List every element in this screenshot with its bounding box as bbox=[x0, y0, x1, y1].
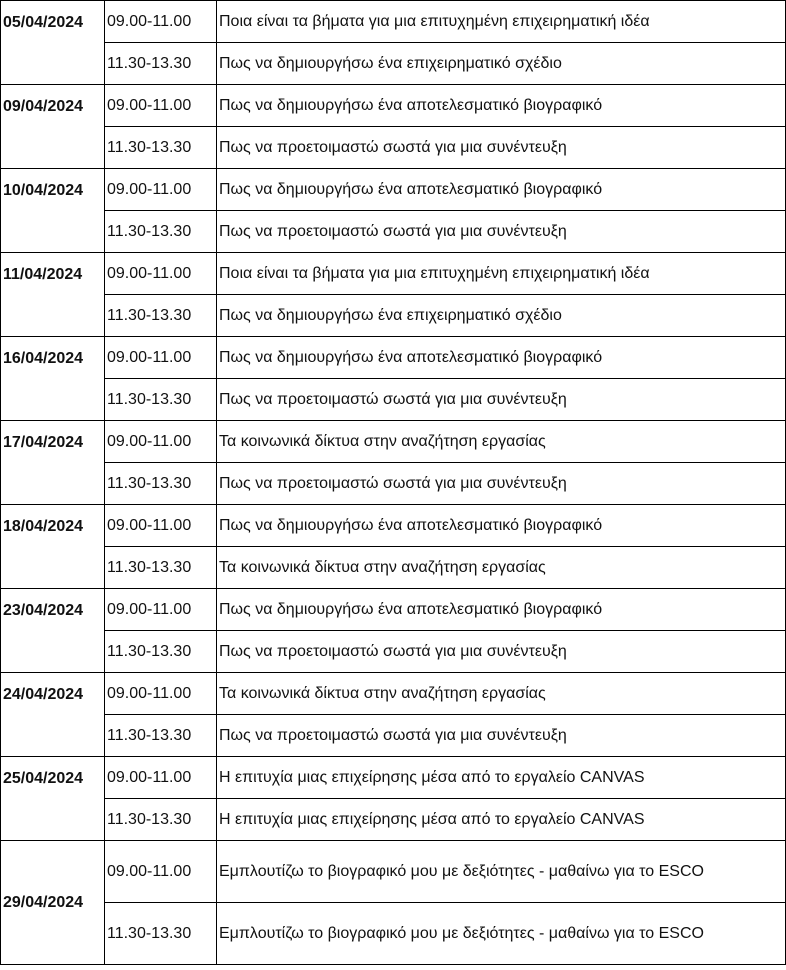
table-row bbox=[1, 841, 786, 903]
time-cell: 09.00-11.00 bbox=[105, 505, 217, 547]
date-cell: 10/04/2024 bbox=[1, 169, 105, 253]
time-cell: 09.00-11.00 bbox=[105, 841, 217, 903]
topic-cell: Η επιτυχία μιας επιχείρησης μέσα από το εργαλείο CANVAS bbox=[217, 799, 786, 841]
time-cell: 09.00-11.00 bbox=[105, 589, 217, 631]
table-row bbox=[1, 253, 786, 295]
time-cell: 09.00-11.00 bbox=[105, 337, 217, 379]
time-cell: 11.30-13.30 bbox=[105, 547, 217, 589]
table-row bbox=[1, 1, 786, 43]
time-cell: 09.00-11.00 bbox=[105, 673, 217, 715]
time-cell: 09.00-11.00 bbox=[105, 169, 217, 211]
schedule-body bbox=[1, 1, 786, 965]
time-cell: 11.30-13.30 bbox=[105, 463, 217, 505]
time-cell: 11.30-13.30 bbox=[105, 631, 217, 673]
topic-cell: Πως να προετοιμαστώ σωστά για μια συνέντευξη bbox=[217, 715, 786, 757]
table-row bbox=[1, 295, 786, 337]
table-row bbox=[1, 379, 786, 421]
table-row bbox=[1, 547, 786, 589]
topic-cell: Εμπλουτίζω το βιογραφικό μου με δεξιότητες - μαθαίνω για το ESCO bbox=[217, 841, 786, 903]
table-row bbox=[1, 169, 786, 211]
table-row bbox=[1, 127, 786, 169]
time-cell: 11.30-13.30 bbox=[105, 715, 217, 757]
table-row bbox=[1, 43, 786, 85]
table-row bbox=[1, 673, 786, 715]
topic-cell: Πως να προετοιμαστώ σωστά για μια συνέντευξη bbox=[217, 631, 786, 673]
topic-cell: Τα κοινωνικά δίκτυα στην αναζήτηση εργασίας bbox=[217, 421, 786, 463]
table-row bbox=[1, 903, 786, 965]
topic-cell: Πως να δημιουργήσω ένα επιχειρηματικό σχέδιο bbox=[217, 43, 786, 85]
topic-cell: Τα κοινωνικά δίκτυα στην αναζήτηση εργασίας bbox=[217, 547, 786, 589]
time-cell: 09.00-11.00 bbox=[105, 253, 217, 295]
topic-cell: Εμπλουτίζω το βιογραφικό μου με δεξιότητες - μαθαίνω για το ESCO bbox=[217, 903, 786, 965]
time-cell: 11.30-13.30 bbox=[105, 295, 217, 337]
table-row bbox=[1, 211, 786, 253]
time-cell: 11.30-13.30 bbox=[105, 903, 217, 965]
date-cell: 11/04/2024 bbox=[1, 253, 105, 337]
topic-cell: Πως να δημιουργήσω ένα επιχειρηματικό σχέδιο bbox=[217, 295, 786, 337]
time-cell: 09.00-11.00 bbox=[105, 85, 217, 127]
table-row bbox=[1, 715, 786, 757]
date-cell: 17/04/2024 bbox=[1, 421, 105, 505]
date-cell: 25/04/2024 bbox=[1, 757, 105, 841]
topic-cell: Ποια είναι τα βήματα για μια επιτυχημένη επιχειρηματική ιδέα bbox=[217, 253, 786, 295]
topic-cell: Η επιτυχία μιας επιχείρησης μέσα από το εργαλείο CANVAS bbox=[217, 757, 786, 799]
time-cell: 11.30-13.30 bbox=[105, 799, 217, 841]
date-cell: 29/04/2024 bbox=[1, 841, 105, 965]
date-cell: 09/04/2024 bbox=[1, 85, 105, 169]
topic-cell: Πως να δημιουργήσω ένα αποτελεσματικό βιογραφικό bbox=[217, 337, 786, 379]
time-cell: 11.30-13.30 bbox=[105, 211, 217, 253]
topic-cell: Πως να δημιουργήσω ένα αποτελεσματικό βιογραφικό bbox=[217, 505, 786, 547]
table-row bbox=[1, 589, 786, 631]
date-cell: 24/04/2024 bbox=[1, 673, 105, 757]
date-cell: 18/04/2024 bbox=[1, 505, 105, 589]
date-cell: 05/04/2024 bbox=[1, 1, 105, 85]
topic-cell: Πως να προετοιμαστώ σωστά για μια συνέντευξη bbox=[217, 379, 786, 421]
table-row bbox=[1, 463, 786, 505]
table-row bbox=[1, 421, 786, 463]
time-cell: 09.00-11.00 bbox=[105, 421, 217, 463]
date-cell: 23/04/2024 bbox=[1, 589, 105, 673]
topic-cell: Πως να προετοιμαστώ σωστά για μια συνέντευξη bbox=[217, 127, 786, 169]
table-row bbox=[1, 631, 786, 673]
time-cell: 11.30-13.30 bbox=[105, 43, 217, 85]
date-cell: 16/04/2024 bbox=[1, 337, 105, 421]
table-row bbox=[1, 337, 786, 379]
time-cell: 09.00-11.00 bbox=[105, 757, 217, 799]
topic-cell: Πως να προετοιμαστώ σωστά για μια συνέντευξη bbox=[217, 211, 786, 253]
table-row bbox=[1, 85, 786, 127]
table-row bbox=[1, 757, 786, 799]
topic-cell: Πως να προετοιμαστώ σωστά για μια συνέντευξη bbox=[217, 463, 786, 505]
time-cell: 09.00-11.00 bbox=[105, 1, 217, 43]
topic-cell: Πως να δημιουργήσω ένα αποτελεσματικό βιογραφικό bbox=[217, 589, 786, 631]
table-row bbox=[1, 799, 786, 841]
time-cell: 11.30-13.30 bbox=[105, 379, 217, 421]
time-cell: 11.30-13.30 bbox=[105, 127, 217, 169]
topic-cell: Ποια είναι τα βήματα για μια επιτυχημένη επιχειρηματική ιδέα bbox=[217, 1, 786, 43]
table-row bbox=[1, 505, 786, 547]
topic-cell: Πως να δημιουργήσω ένα αποτελεσματικό βιογραφικό bbox=[217, 169, 786, 211]
topic-cell: Τα κοινωνικά δίκτυα στην αναζήτηση εργασίας bbox=[217, 673, 786, 715]
topic-cell: Πως να δημιουργήσω ένα αποτελεσματικό βιογραφικό bbox=[217, 85, 786, 127]
